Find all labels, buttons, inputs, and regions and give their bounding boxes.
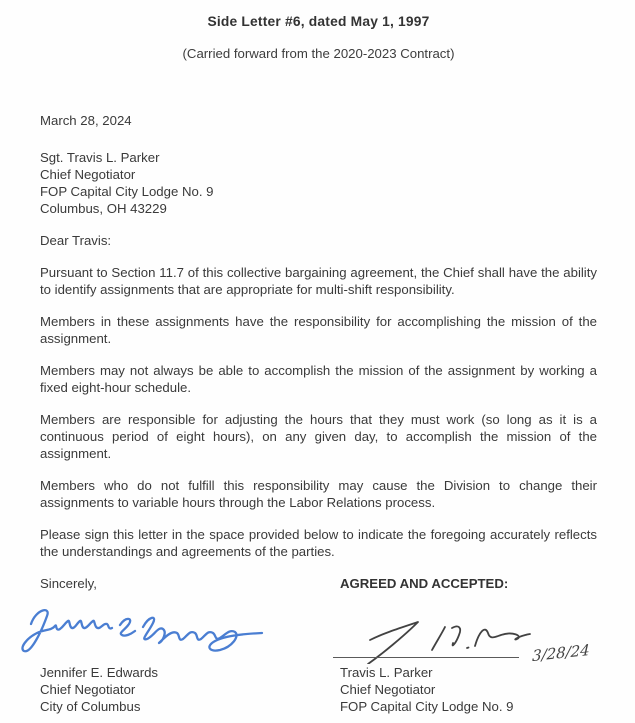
handwritten-signature-left-icon bbox=[16, 604, 268, 662]
left-signer-org: City of Columbus bbox=[40, 699, 141, 714]
right-signer-org: FOP Capital City Lodge No. 9 bbox=[340, 699, 514, 714]
left-signer-info bbox=[40, 664, 340, 715]
body-paragraph-3: Members may not always be able to accomplish the mission of the assignment by working a fixed eight-hour schedule. bbox=[40, 363, 597, 395]
body-paragraph-4: Members are responsible for adjusting the hours that they must work (so long as it is a continuous period of eight hours), on any given day, to accomplish the mission of the assignment. bbox=[40, 412, 597, 461]
right-signature-area bbox=[340, 602, 597, 664]
left-signature-block bbox=[40, 602, 340, 715]
body-paragraph-2: Members in these assignments have the responsibility for accomplishing the mission of the assignment. bbox=[40, 314, 597, 346]
recipient-city: Columbus, OH 43229 bbox=[40, 201, 167, 216]
letter-title: Side Letter #6, dated May 1, 1997 bbox=[207, 14, 430, 29]
left-signer-name: Jennifer E. Edwards bbox=[40, 665, 159, 680]
closing-row bbox=[40, 575, 597, 592]
agreed-accepted-label: AGREED AND ACCEPTED: bbox=[340, 576, 509, 591]
recipient-name: Sgt. Travis L. Parker bbox=[40, 150, 160, 165]
letter-subtitle: (Carried forward from the 2020-2023 Contract) bbox=[182, 46, 455, 61]
body-paragraph-5: Members who do not fulfill this responsibility may cause the Division to change their assignments to variable hours through the Labor Relations process. bbox=[40, 478, 597, 510]
signature-row bbox=[40, 602, 597, 715]
handwritten-signature-right-icon bbox=[332, 598, 532, 664]
recipient-title: Chief Negotiator bbox=[40, 167, 136, 182]
salutation: Dear Travis: bbox=[40, 233, 112, 248]
body-paragraph-1: Pursuant to Section 11.7 of this collective bargaining agreement, the Chief shall have the ability to identify assignments that are appropriate for multi-shift responsibility. bbox=[40, 265, 597, 297]
right-signer-info bbox=[340, 664, 597, 715]
handwritten-date: 3/28/24 bbox=[531, 640, 591, 666]
left-signer-title: Chief Negotiator bbox=[40, 682, 136, 697]
recipient-org: FOP Capital City Lodge No. 9 bbox=[40, 184, 214, 199]
letter-date: March 28, 2024 bbox=[40, 113, 132, 128]
right-signature-block bbox=[340, 602, 597, 715]
signature-line bbox=[333, 657, 519, 658]
left-signature-area bbox=[40, 602, 340, 664]
right-signer-name: Travis L. Parker bbox=[340, 665, 433, 680]
right-signer-title: Chief Negotiator bbox=[340, 682, 436, 697]
body-paragraph-6: Please sign this letter in the space provided below to indicate the foregoing accurately reflects the understandings and agreements of the parties. bbox=[40, 527, 597, 559]
closing-sincerely: Sincerely, bbox=[40, 576, 97, 591]
recipient-block bbox=[40, 149, 597, 217]
